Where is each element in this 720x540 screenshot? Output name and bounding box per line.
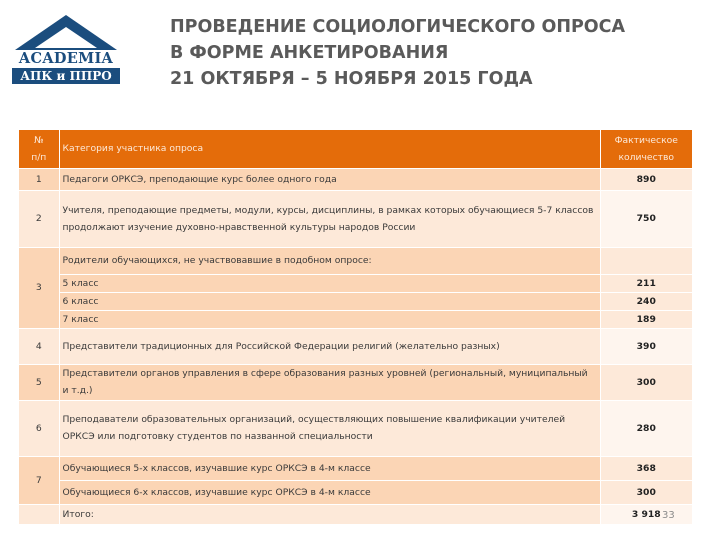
table-row	[19, 190, 692, 247]
subrow-count: 189	[600, 310, 692, 328]
logo-subtitle: АПК и ППРО	[12, 68, 120, 84]
row-count: 890	[600, 168, 692, 190]
row-number: 3	[19, 247, 59, 328]
table-header-row	[19, 130, 692, 168]
subrow-label: 5 класс	[59, 274, 600, 292]
academia-logo	[10, 14, 122, 86]
row-category: Представители органов управления в сфере образования разных уровней (региональный, муниципальный и т.д.)	[59, 364, 600, 400]
header-num	[19, 130, 59, 168]
table-row	[19, 328, 692, 364]
roof-icon	[10, 14, 122, 54]
row-number: 5	[19, 364, 59, 400]
subrow-label: 7 класс	[59, 310, 600, 328]
subrow-count: 240	[600, 292, 692, 310]
row-category: Родители обучающихся, не участвовавшие в подобном опросе:	[59, 247, 600, 274]
total-row	[19, 504, 692, 524]
table-subrow	[19, 292, 692, 310]
row-count: 280	[600, 400, 692, 456]
row-count: 300	[600, 364, 692, 400]
row-category: Учителя, преподающие предметы, модули, курсы, дисциплины, в рамках которых обучающиеся 5-7 классов продолжают изучение духовно-нравственной культуры народов России	[59, 190, 600, 247]
row-number: 7	[19, 456, 59, 504]
logo-name: ACADEMIA	[12, 50, 120, 67]
header-count-line2: количество	[618, 151, 675, 163]
subrow-label: 6 класс	[59, 292, 600, 310]
row-category: Обучающиеся 6-х классов, изучавшие курс ОРКСЭ в 4-м классе	[59, 480, 600, 504]
row-count: 390	[600, 328, 692, 364]
row-number: 2	[19, 190, 59, 247]
total-empty-cell	[19, 504, 59, 524]
row-category: Обучающиеся 5-х классов, изучавшие курс ОРКСЭ в 4-м классе	[59, 456, 600, 480]
row-count	[600, 247, 692, 274]
table-row	[19, 247, 692, 274]
row-count: 368	[600, 456, 692, 480]
table-row	[19, 456, 692, 480]
row-number: 1	[19, 168, 59, 190]
header-num-line2: п/п	[31, 151, 47, 163]
row-count: 300	[600, 480, 692, 504]
row-number: 4	[19, 328, 59, 364]
title-line-2: В ФОРМЕ АНКЕТИРОВАНИЯ	[170, 43, 449, 63]
row-category: Преподаватели образовательных организаций, осуществляющих повышение квалификации учителей ОРКСЭ или подготовку студентов по названной специальности	[59, 400, 600, 456]
row-category: Педагоги ОРКСЭ, преподающие курс более одного года	[59, 168, 600, 190]
header-count	[600, 130, 692, 168]
total-count: 3 918	[600, 504, 692, 524]
survey-table	[19, 130, 692, 524]
table-row	[19, 364, 692, 400]
table-row	[19, 168, 692, 190]
page-number: 33	[662, 510, 675, 521]
title-line-3: 21 ОКТЯБРЯ – 5 НОЯБРЯ 2015 ГОДА	[170, 69, 533, 89]
row-number: 6	[19, 400, 59, 456]
header-num-line1: №	[33, 134, 44, 146]
title-line-1: ПРОВЕДЕНИЕ СОЦИОЛОГИЧЕСКОГО ОПРОСА	[170, 17, 626, 37]
header-count-line1: Фактическое	[614, 134, 678, 146]
subrow-count: 211	[600, 274, 692, 292]
table-row	[19, 400, 692, 456]
total-label: Итого:	[59, 504, 600, 524]
header-category: Категория участника опроса	[59, 130, 600, 168]
row-category: Представители традиционных для Российской Федерации религий (желательно разных)	[59, 328, 600, 364]
table-subrow	[19, 274, 692, 292]
table-subrow	[19, 310, 692, 328]
table-row	[19, 480, 692, 504]
row-count: 750	[600, 190, 692, 247]
page-title	[170, 14, 710, 92]
